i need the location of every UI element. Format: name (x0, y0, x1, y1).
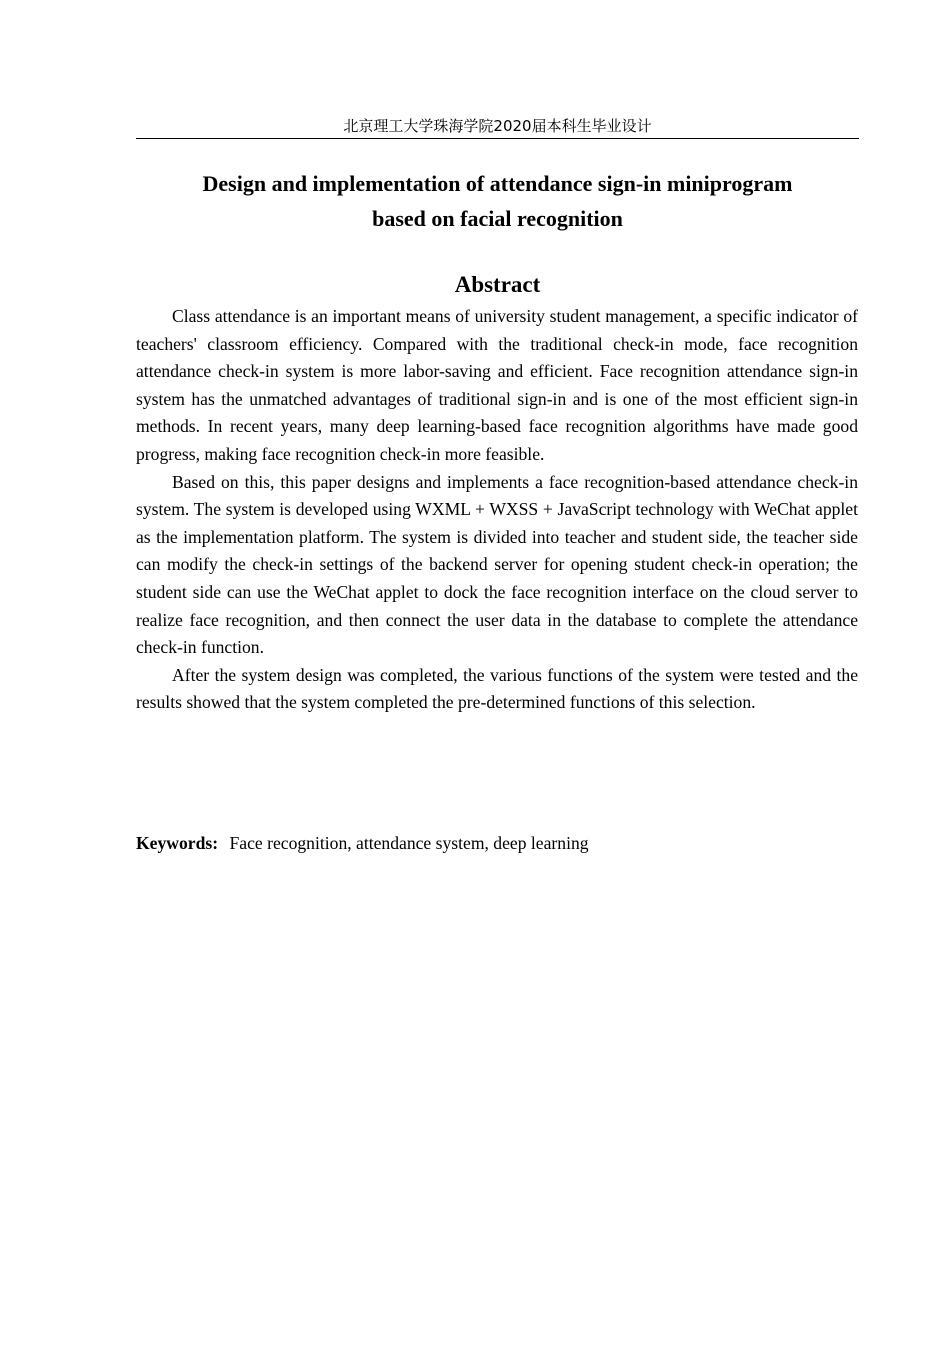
abstract-body (136, 303, 858, 717)
abstract-paragraph-2: Based on this, this paper designs and implements a face recognition-based attendance check-in system. The system is developed using WXML + WXSS + JavaScript technology with WeChat applet as the implementation platform. The system is divided into teacher and student side, the teacher side can modify the check-in settings of the backend server for opening student check-in operation; the student side can use the WeChat applet to dock the face recognition interface on the cloud server to realize face recognition, and then connect the user data in the database to complete the attendance check-in function. (136, 471, 858, 658)
paper-title-line-1: Design and implementation of attendance sign-in miniprogram (202, 171, 793, 196)
paper-title (136, 166, 859, 236)
keywords-line (136, 829, 858, 857)
abstract-paragraph-1: Class attendance is an important means of university student management, a specific indicator of teachers' classroom efficiency. Compared with the traditional check-in mode, face recognition attendance check-in system is more labor-saving and efficient. Face recognition attendance sign-in system has the unmatched advantages of traditional sign-in and is one of the most efficient sign-in methods. In recent years, many deep learning-based face recognition algorithms have made good progress, making face recognition check-in more feasible. (136, 306, 858, 464)
abstract-heading: Abstract (454, 272, 541, 297)
paper-title-line-2: based on facial recognition (372, 206, 623, 231)
keywords-value: Face recognition, attendance system, deep learning (229, 833, 589, 853)
running-title: 北京理工大学珠海学院2020届本科生毕业设计 (343, 117, 652, 135)
abstract-paragraph-3: After the system design was completed, the various functions of the system were tested and the results showed that the system completed the pre-determined functions of this selection. (136, 664, 858, 713)
page-header (136, 114, 859, 139)
keywords-label: Keywords: (136, 833, 219, 853)
